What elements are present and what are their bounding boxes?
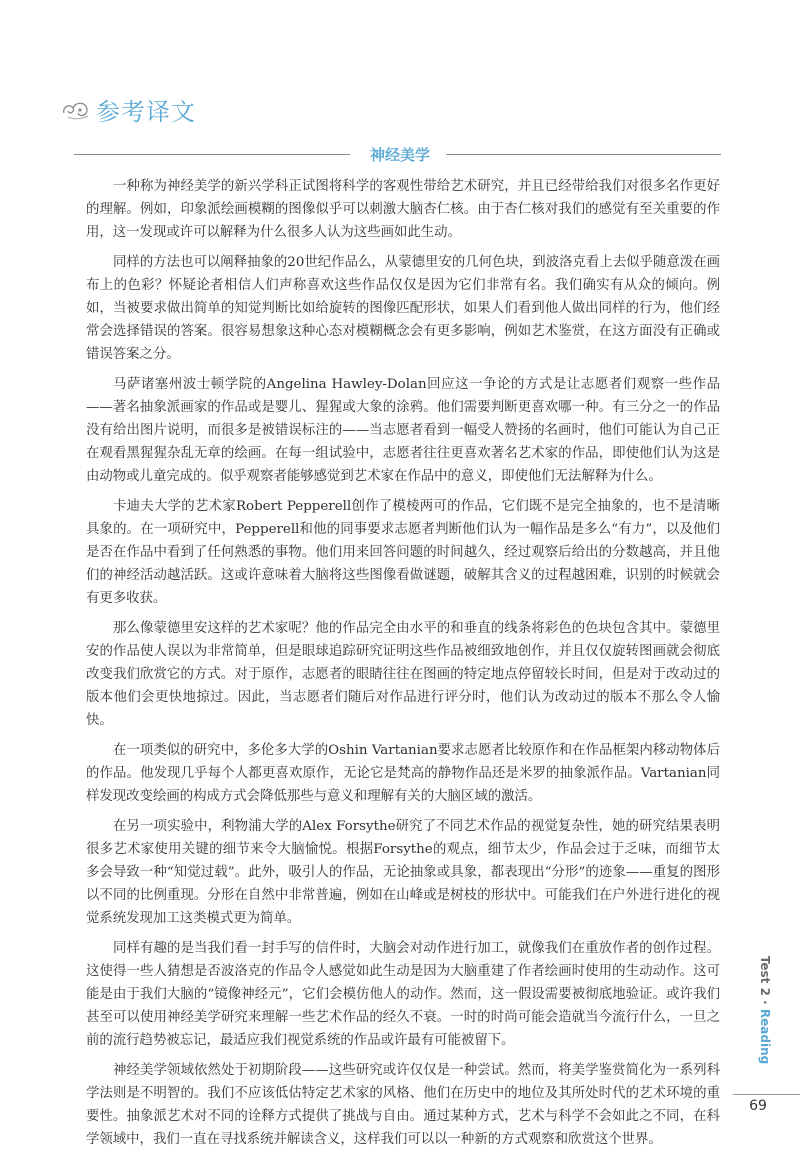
reading-label: Reading xyxy=(758,1008,773,1065)
section-title: 参考译文 xyxy=(96,98,196,126)
side-label xyxy=(758,956,772,1064)
title-rule-right xyxy=(446,154,721,155)
article-title: 神经美学 xyxy=(369,146,430,164)
page-number-rule xyxy=(733,1094,800,1095)
section-header xyxy=(60,92,196,127)
paragraph-6: 在一项类似的研究中，多伦多大学的Oshin Vartanian要求志愿者比较原作和在作品框架内移动物体后的作品。他发现几乎每个人都更喜欢原作，无论它是梵高的静物作品还是米罗的抽象派作品。Vartanian同样发现改变绘画的构成方式会降低那些与意义和理解有关的大脑区域的激活。 xyxy=(86,743,720,804)
paragraph-8: 同样有趣的是当我们看一封手写的信件时，大脑会对动作进行加工，就像我们在重放作者的创作过程。这使得一些人猜想是否波洛克的作品令人感觉如此生动是因为大脑重建了作者绘画时使用的生动动作。这可能是由于我们大脑的“镜像神经元”，它们会模仿他人的动作。然而，这一假设需要被彻底地验证。或许我们甚至可以使用神经美学研究来理解一些艺术作品的经久不衰。一时的时尚可能会造就当今流行什么，一旦之前的流行趋势被忘记，最适应我们视觉系统的作品或许最有可能被留下。 xyxy=(86,941,720,1048)
paragraph-4: 卡迪夫大学的艺术家Robert Pepperell创作了模棱两可的作品，它们既不是完全抽象的，也不是清晰具象的。在一项研究中，Pepperell和他的同事要求志愿者判断他们认为一幅作品是多么“有力”，以及他们是否在作品中看到了任何熟悉的事物。他们用来回答问题的时间越久，经过观察后给出的分数越高，并且他们的神经活动越活跃。这或许意味着大脑将这些图像看做谜题，破解其含义的过程越困难，识别的时候就会有更多收获。 xyxy=(86,499,720,606)
side-separator: · xyxy=(758,1000,773,1005)
test-label: Test 2 xyxy=(758,955,773,996)
paragraph-1: 一种称为神经美学的新兴学科正试图将科学的客观性带给艺术研究，并且已经带给我们对很多名作更好的理解。例如，印象派绘画模糊的图像似乎可以刺激大脑杏仁核。由于杏仁核对我们的感觉有至关重要的作用，这一发现或许可以解释为什么很多人认为这些画如此生动。 xyxy=(86,179,720,240)
title-rule-left xyxy=(74,154,350,155)
paragraph-2: 同样的方法也可以阐释抽象的20世纪作品么，从蒙德里安的几何色块，到波洛克看上去似乎随意泼在画布上的色彩？怀疑论者相信人们声称喜欢这些作品仅仅是因为它们非常有名。我们确实有从众的倾向。例如，当被要求做出简单的知觉判断比如给旋转的图像匹配形状，如果人们看到他人做出同样的行为，他们经常会选择错误的答案。很容易想象这种心态对模糊概念会有更多影响，例如艺术鉴赏，在这方面没有正确或错误答案之分。 xyxy=(86,255,720,362)
paragraph-3: 马萨诸塞州波士顿学院的Angelina Hawley-Dolan回应这一争论的方式是让志愿者们观察一些作品——著名抽象派画家的作品或是婴儿、猩猩或大象的涂鸦。他们需要判断更喜欢哪一种。有三分之一的作品没有给出图片说明，而很多是被错误标注的——当志愿者看到一幅受人赞扬的名画时，他们可能认为自己正在观看黑猩猩杂乱无章的绘画。在每一组试验中，志愿者往往更喜欢著名艺术家的作品，即使他们认为这是由动物或儿童完成的。似乎观察者能够感觉到艺术家在作品中的意义，即使他们无法解释为什么。 xyxy=(86,377,720,484)
side-tab xyxy=(735,940,795,1080)
paragraph-5: 那么像蒙德里安这样的艺术家呢？他的作品完全由水平的和垂直的线条将彩色的色块包含其中。蒙德里安的作品使人误以为非常简单，但是眼球追踪研究证明这些作品被细致地创作，并且仅仅旋转图画就会彻底改变我们欣赏它的方式。对于原作，志愿者的眼睛往往在图画的特定地点停留较长时间，但是对于改动过的版本他们会更快地掠过。因此，当志愿者们随后对作品进行评分时，他们认为改动过的版本不那么令人愉快。 xyxy=(86,621,720,728)
page-number: 69 xyxy=(749,1098,767,1114)
paragraph-9: 神经美学领域依然处于初期阶段——这些研究或许仅仅是一种尝试。然而，将美学鉴赏简化为一系列科学法则是不明智的。我们不应该低估特定艺术家的风格、他们在历史中的地位及其所处时代的艺术环境的重要性。抽象派艺术对不同的诠释方式提供了挑战与自由。通过某种方式，艺术与科学不会如此之不同，在科学领域中，我们一直在寻找系统并解读含义，这样我们可以以一种新的方式观察和欣赏这个世界。 xyxy=(86,1063,720,1147)
decorative-swirl-icon xyxy=(60,97,92,123)
paragraph-7: 在另一项实验中，利物浦大学的Alex Forsythe研究了不同艺术作品的视觉复杂性，她的研究结果表明很多艺术家使用关键的细节来令大脑愉悦。根据Forsythe的观点，细节太少，作品会过于乏味，而细节太多会导致一种“知觉过载”。此外，吸引人的作品，无论抽象或具象，都表现出“分形”的迹象——重复的图形以不同的比例重现。分形在自然中非常普遍，例如在山峰或是树枝的形状中。可能我们在户外进行进化的视觉系统发现加工这类模式更为简单。 xyxy=(86,819,720,926)
article-body xyxy=(86,175,720,1158)
